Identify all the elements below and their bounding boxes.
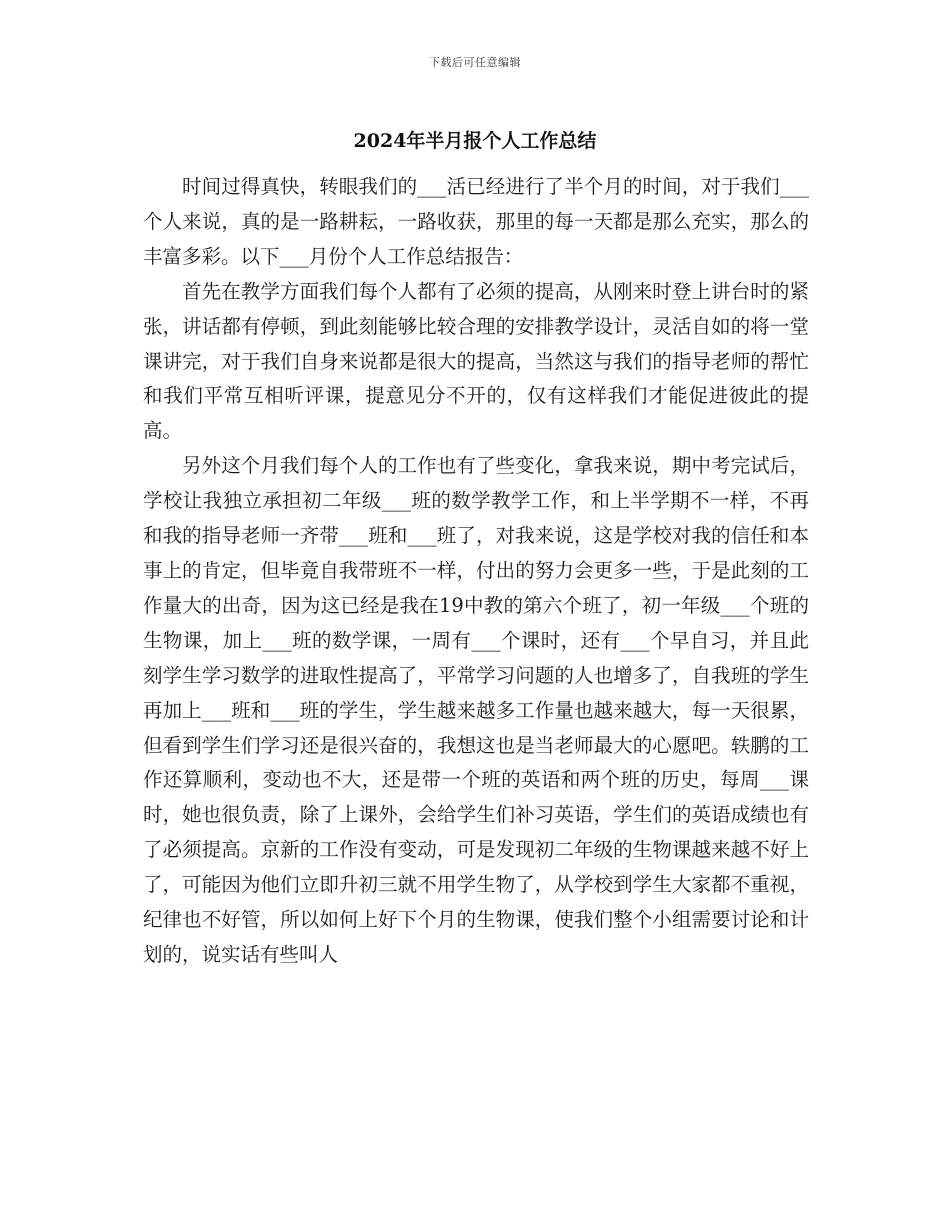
document-title: 2024年半月报个人工作总结 <box>353 130 597 152</box>
paragraph-work-changes: 另外这个月我们每个人的工作也有了些变化，拿我来说，期中考完试后，学校让我独立承担初二年级___班的数学教学工作，和上半学期不一样，不再和我的指导老师一齐带___班和___班了，对我来说，这是学校对我的信任和本事上的肯定，但毕竟自我带班不一样，付出的努力会更多一些，于是此刻的工作量大的出奇，因为这已经是我在19中教的第六个班了，初一年级___个班的生物课，加上___班的数学课，一周有___个课时，还有___个早自习，并且此刻学生学习数学的进取性提高了，平常学习问题的人也增多了，自我班的学生再加上___班和___班的学生，学生越来越多工作量也越来越大，每一天很累，但看到学生们学习还是很兴奋的，我想这也是当老师最大的心愿吧。轶鹏的工作还算顺利，变动也不大，还是带一个班的英语和两个班的历史，每周___课时，她也很负责，除了上课外，会给学生们补习英语，学生们的英语成绩也有了必须提高。京新的工作没有变动，可是发现初二年级的生物课越来越不好上了，可能因为他们立即升初三就不用学生物了，从学校到学生大家都不重视，纪律也不好管，所以如何上好下个月的生物课，使我们整个小组需要讨论和计划的，说实话有些叫人 <box>143 454 809 966</box>
document-body <box>143 170 809 973</box>
header-note: 下载后可任意编辑 <box>429 56 521 69</box>
paragraph-intro: 时间过得真快，转眼我们的___活已经进行了半个月的时间，对于我们___个人来说，真的是一路耕耘，一路收获，那里的每一天都是那么充实，那么的丰富多彩。以下___月份个人工作总结报告： <box>143 175 809 268</box>
paragraph-teaching: 首先在教学方面我们每个人都有了必须的提高，从刚来时登上讲台时的紧张，讲话都有停顿，到此刻能够比较合理的安排教学设计，灵活自如的将一堂课讲完，对于我们自身来说都是很大的提高，当然这与我们的指导老师的帮忙和我们平常互相听评课，提意见分不开的，仅有这样我们才能促进彼此的提高。 <box>143 279 809 443</box>
